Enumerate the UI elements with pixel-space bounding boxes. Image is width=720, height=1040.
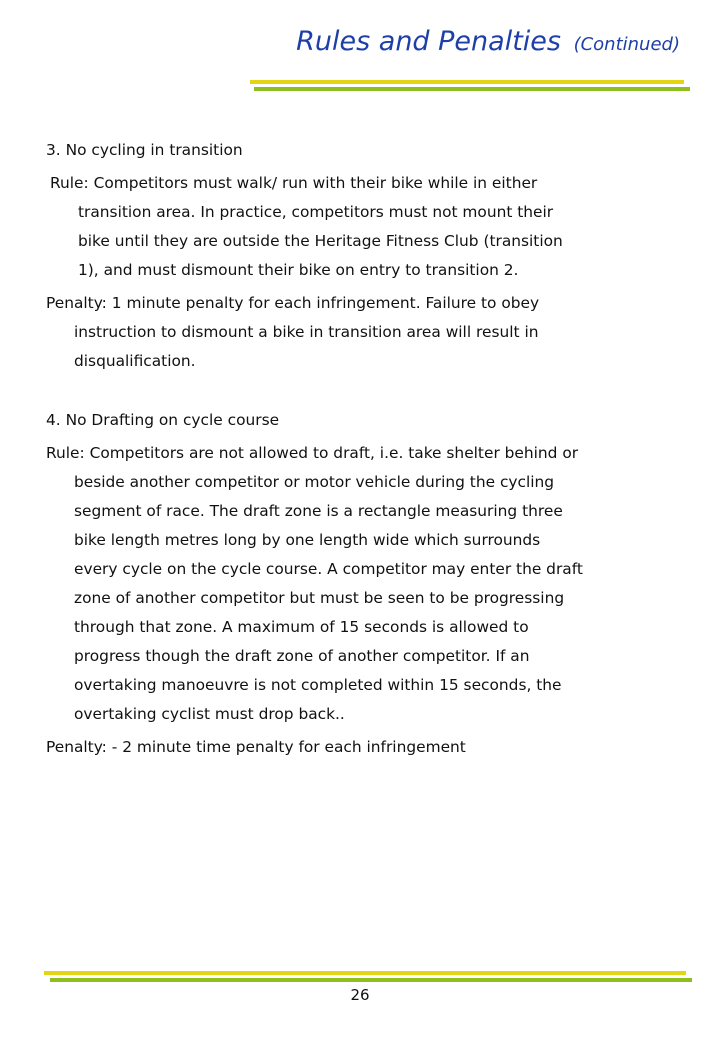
footer-rule-green	[50, 978, 692, 982]
page-title	[296, 26, 680, 57]
section-4-heading: 4. No Drafting on cycle course	[46, 411, 280, 429]
section-spacer	[46, 380, 586, 406]
page-number: 26	[350, 986, 370, 1004]
section-4-penalty: Penalty: - 2 minute time penalty for each infringement	[46, 738, 466, 756]
footer-rule-yellow	[44, 971, 686, 975]
header-rule-green	[254, 87, 690, 91]
rules-content	[46, 136, 586, 766]
section-4-rule: Rule: Competitors are not allowed to draft, i.e. take shelter behind or beside another competitor or motor vehicle during the cycling segment of race. The draft zone is a rectangle measuring three bike length metres long by one length wide which surrounds every cycle on the cycle course. A competitor may enter the draft zone of another competitor but must be seen to be progressing through that zone. A maximum of 15 seconds is allowed to progress though the draft zone of another competitor. If an overtaking manoeuvre is not completed within 15 seconds, the overtaking cyclist must drop back..	[46, 444, 583, 723]
section-3-heading: 3. No cycling in transition	[46, 141, 243, 159]
page-subtitle: (Continued)	[573, 34, 680, 55]
page-title-text: Rules and Penalties	[296, 26, 561, 57]
section-3-penalty: Penalty: 1 minute penalty for each infringement. Failure to obey instruction to dismount a bike in transition area will result in disqualification.	[46, 294, 540, 370]
section-3-rule: Rule: Competitors must walk/ run with their bike while in either transition area. In practice, competitors must not mount their bike until they are outside the Heritage Fitness Club (transition 1), and must dismount their bike on entry to transition 2.	[50, 174, 563, 279]
header-rule-yellow	[250, 80, 684, 84]
